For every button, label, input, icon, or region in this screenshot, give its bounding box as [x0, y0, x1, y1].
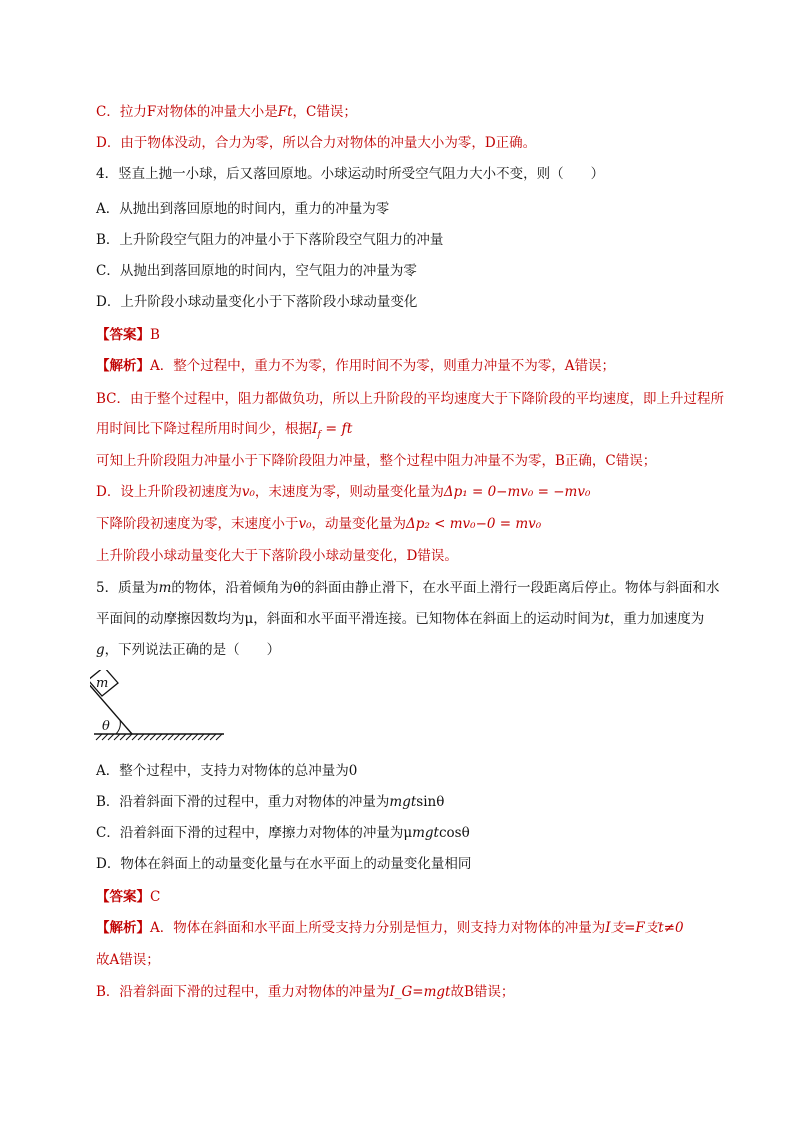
- angle-label: θ: [102, 719, 110, 734]
- q4-option-c: C．从抛出到落回原地的时间内，空气阻力的冲量为零: [96, 263, 417, 279]
- q4-analysis-bc-2: 用时间比下降过程所用时间少，根据$I_f$ = ft: [96, 421, 353, 440]
- q4-answer: 【答案】B: [96, 327, 160, 343]
- q5-option-b: B．沿着斜面下滑的过程中，重力对物体的冲量为mgtsinθ: [96, 794, 445, 810]
- q5-stem-line-2: 平面间的动摩擦因数均为μ，斜面和水平面平滑连接。已知物体在斜面上的运动时间为t，重力加速度为: [96, 611, 705, 627]
- q4-stem: 4．竖直上抛一小球，后又落回原地。小球运动时所受空气阻力大小不变，则（ ）: [96, 166, 605, 182]
- q5-answer: 【答案】C: [96, 889, 161, 905]
- q5-option-d: D．物体在斜面上的动量变化量与在水平面上的动量变化量相同: [96, 856, 472, 872]
- block-label: m: [96, 676, 109, 691]
- q5-stem-line-3: g，下列说法正确的是（ ）: [96, 642, 281, 658]
- angle-arc: [116, 720, 120, 734]
- incline-figure: [90, 670, 230, 744]
- q4-analysis-a: 【解析】A．整个过程中，重力不为零，作用时间不为零，则重力冲量不为零，A错误；: [96, 358, 615, 374]
- q5-option-a: A．整个过程中，支持力对物体的总冲量为0: [96, 763, 358, 779]
- prev-option-d: D．由于物体没动，合力为零，所以合力对物体的冲量大小为零，D正确。: [96, 135, 537, 151]
- q5-analysis-b: B．沿着斜面下滑的过程中，重力对物体的冲量为I_G=mgt故B错误；: [96, 984, 515, 1000]
- q4-analysis-bc-1: BC．由于整个过程中，阻力都做负功，所以上升阶段的平均速度大于下降阶段的平均速度，即上升过程所: [96, 391, 724, 407]
- q5-stem-line-1: 5．质量为m的物体，沿着倾角为θ的斜面由静止滑下，在水平面上滑行一段距离后停止。物体与斜面和水: [96, 580, 720, 596]
- q4-analysis-bc-3: 可知上升阶段阻力冲量小于下降阶段阻力冲量，整个过程中阻力冲量不为零，B正确，C错误；: [96, 453, 657, 469]
- q4-option-d: D．上升阶段小球动量变化小于下落阶段小球动量变化: [96, 294, 418, 310]
- q4-analysis-d-3: 上升阶段小球动量变化大于下落阶段小球动量变化，D错误。: [96, 548, 458, 564]
- prev-option-c: C．拉力F对物体的冲量大小是Ft，C错误；: [96, 104, 357, 120]
- q4-analysis-d-2: 下降阶段初速度为零，末速度小于v₀，动量变化量为Δp₂ < mv₀−0 = mv₀: [96, 516, 542, 532]
- q4-option-a: A．从抛出到落回原地的时间内，重力的冲量为零: [96, 201, 390, 217]
- q5-analysis-a-2: 故A错误；: [96, 952, 160, 968]
- q5-option-c: C．沿着斜面下滑的过程中，摩擦力对物体的冲量为μmgtcosθ: [96, 825, 470, 841]
- q4-analysis-d-1: D．设上升阶段初速度为v₀，末速度为零，则动量变化量为Δp₁ = 0−mv₀ = −mv₀: [96, 484, 591, 500]
- q5-analysis-a: 【解析】A．物体在斜面和水平面上所受支持力分别是恒力，则支持力对物体的冲量为I支=F支t≠0: [96, 920, 684, 936]
- q4-option-b: B．上升阶段空气阻力的冲量小于下落阶段空气阻力的冲量: [96, 232, 444, 248]
- ground-hatching: [96, 734, 222, 740]
